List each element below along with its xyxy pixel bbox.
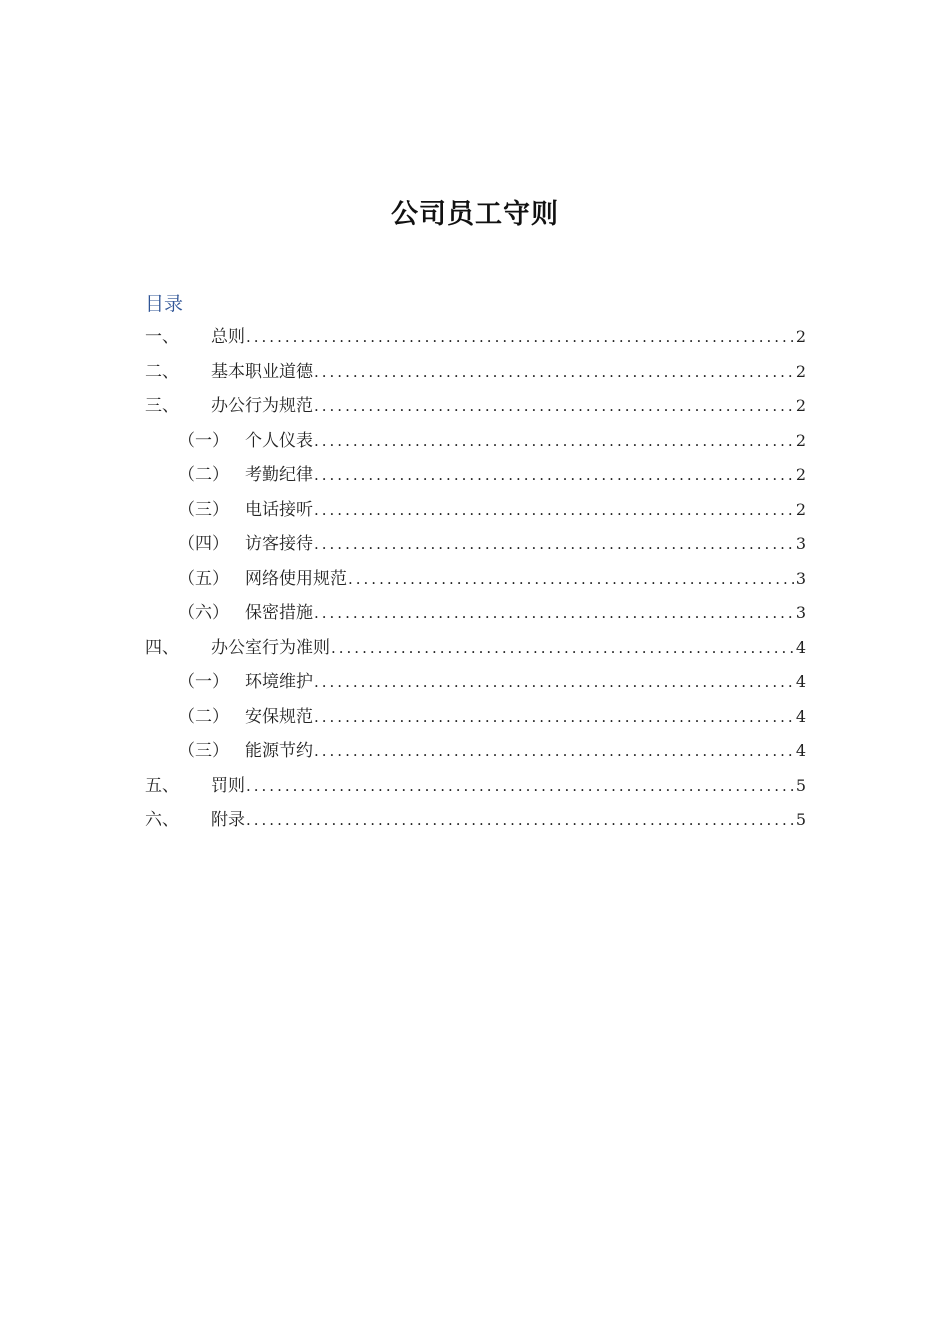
toc-entry-number: （二） bbox=[178, 706, 229, 727]
toc-entry-number: 四、 bbox=[145, 637, 179, 658]
toc-entry-page: 4 bbox=[795, 706, 806, 726]
toc-entry-number: 一、 bbox=[145, 327, 179, 347]
toc-entry[interactable] bbox=[145, 769, 806, 804]
toc-entry-number: 二、 bbox=[145, 361, 179, 382]
toc-dot-leader bbox=[314, 700, 794, 735]
toc-entry-label: 罚则 bbox=[211, 775, 245, 796]
toc-entry-number: （三） bbox=[178, 499, 229, 520]
toc-subentry[interactable] bbox=[145, 665, 806, 700]
toc-dot-leader bbox=[348, 562, 794, 597]
toc-subentry[interactable] bbox=[145, 527, 806, 562]
toc-entry-label: 访客接待 bbox=[245, 534, 313, 554]
toc-entry-label: 个人仪表 bbox=[245, 430, 313, 451]
toc-entry-label: 基本职业道德 bbox=[211, 361, 313, 382]
toc-entry-label: 附录 bbox=[211, 810, 245, 830]
toc-entry-number: （一） bbox=[178, 672, 229, 692]
toc-dot-leader bbox=[246, 803, 794, 838]
toc-entry-page: 2 bbox=[795, 361, 806, 381]
toc-dot-leader bbox=[246, 320, 794, 355]
toc-dot-leader bbox=[314, 527, 794, 562]
toc-entry[interactable] bbox=[145, 320, 806, 355]
toc-subentry[interactable] bbox=[145, 458, 806, 493]
toc-entry-label: 能源节约 bbox=[245, 741, 313, 761]
toc-entry-page: 2 bbox=[795, 327, 806, 346]
toc-subentry[interactable] bbox=[145, 700, 806, 735]
toc-entry-label: 办公室行为准则 bbox=[211, 637, 330, 658]
toc-dot-leader bbox=[314, 355, 794, 390]
toc-entry-page: 2 bbox=[795, 396, 806, 415]
toc-subentry[interactable] bbox=[145, 734, 806, 769]
toc-entry-number: （二） bbox=[178, 465, 229, 485]
toc-entry[interactable] bbox=[145, 631, 806, 666]
toc-entry-label: 环境维护 bbox=[245, 672, 313, 692]
toc-subentry[interactable] bbox=[145, 493, 806, 528]
toc-entry-label: 电话接听 bbox=[245, 499, 313, 520]
toc-dot-leader bbox=[314, 389, 794, 424]
toc-entry-number: （五） bbox=[178, 568, 229, 589]
toc-dot-leader bbox=[314, 458, 794, 493]
toc-entry[interactable] bbox=[145, 803, 806, 838]
toc-dot-leader bbox=[314, 596, 794, 631]
toc-entry-page: 3 bbox=[795, 534, 806, 553]
toc-entry[interactable] bbox=[145, 355, 806, 390]
toc-entry-page: 4 bbox=[795, 741, 806, 760]
toc-entry-number: 六、 bbox=[145, 810, 179, 830]
toc-entry-number: （一） bbox=[178, 430, 229, 451]
toc-heading: 目录 bbox=[145, 293, 184, 315]
toc-entry-label: 保密措施 bbox=[245, 603, 313, 623]
toc-dot-leader bbox=[246, 769, 794, 804]
toc-entry-label: 考勤纪律 bbox=[245, 465, 313, 485]
toc-entry-page: 3 bbox=[795, 603, 806, 622]
toc-entry-page: 2 bbox=[795, 430, 806, 450]
toc-entry-number: （四） bbox=[178, 534, 229, 554]
toc-entry-label: 安保规范 bbox=[245, 706, 313, 727]
table-of-contents bbox=[145, 288, 806, 838]
toc-entry-number: 五、 bbox=[145, 775, 179, 796]
toc-entry-page: 5 bbox=[795, 810, 806, 829]
toc-entry-number: 三、 bbox=[145, 396, 179, 416]
toc-subentry[interactable] bbox=[145, 596, 806, 631]
toc-entry-page: 2 bbox=[795, 465, 806, 484]
toc-dot-leader bbox=[314, 493, 794, 528]
toc-dot-leader bbox=[314, 665, 794, 700]
toc-entry-page: 4 bbox=[795, 637, 806, 657]
toc-entry-page: 3 bbox=[795, 568, 806, 588]
toc-entry-number: （三） bbox=[178, 741, 229, 761]
toc-entry-label: 办公行为规范 bbox=[211, 396, 313, 416]
toc-dot-leader bbox=[314, 734, 794, 769]
toc-entry-page: 4 bbox=[795, 672, 806, 691]
toc-dot-leader bbox=[314, 424, 794, 459]
toc-entry[interactable] bbox=[145, 389, 806, 424]
toc-subentry[interactable] bbox=[145, 424, 806, 459]
toc-entry-label: 总则 bbox=[211, 327, 245, 347]
toc-entry-page: 5 bbox=[795, 775, 806, 795]
document-title: 公司员工守则 bbox=[391, 199, 559, 230]
toc-entry-label: 网络使用规范 bbox=[245, 568, 347, 589]
toc-dot-leader bbox=[331, 631, 794, 666]
toc-entry-number: （六） bbox=[178, 603, 229, 623]
toc-subentry[interactable] bbox=[145, 562, 806, 597]
toc-entry-page: 2 bbox=[795, 499, 806, 519]
